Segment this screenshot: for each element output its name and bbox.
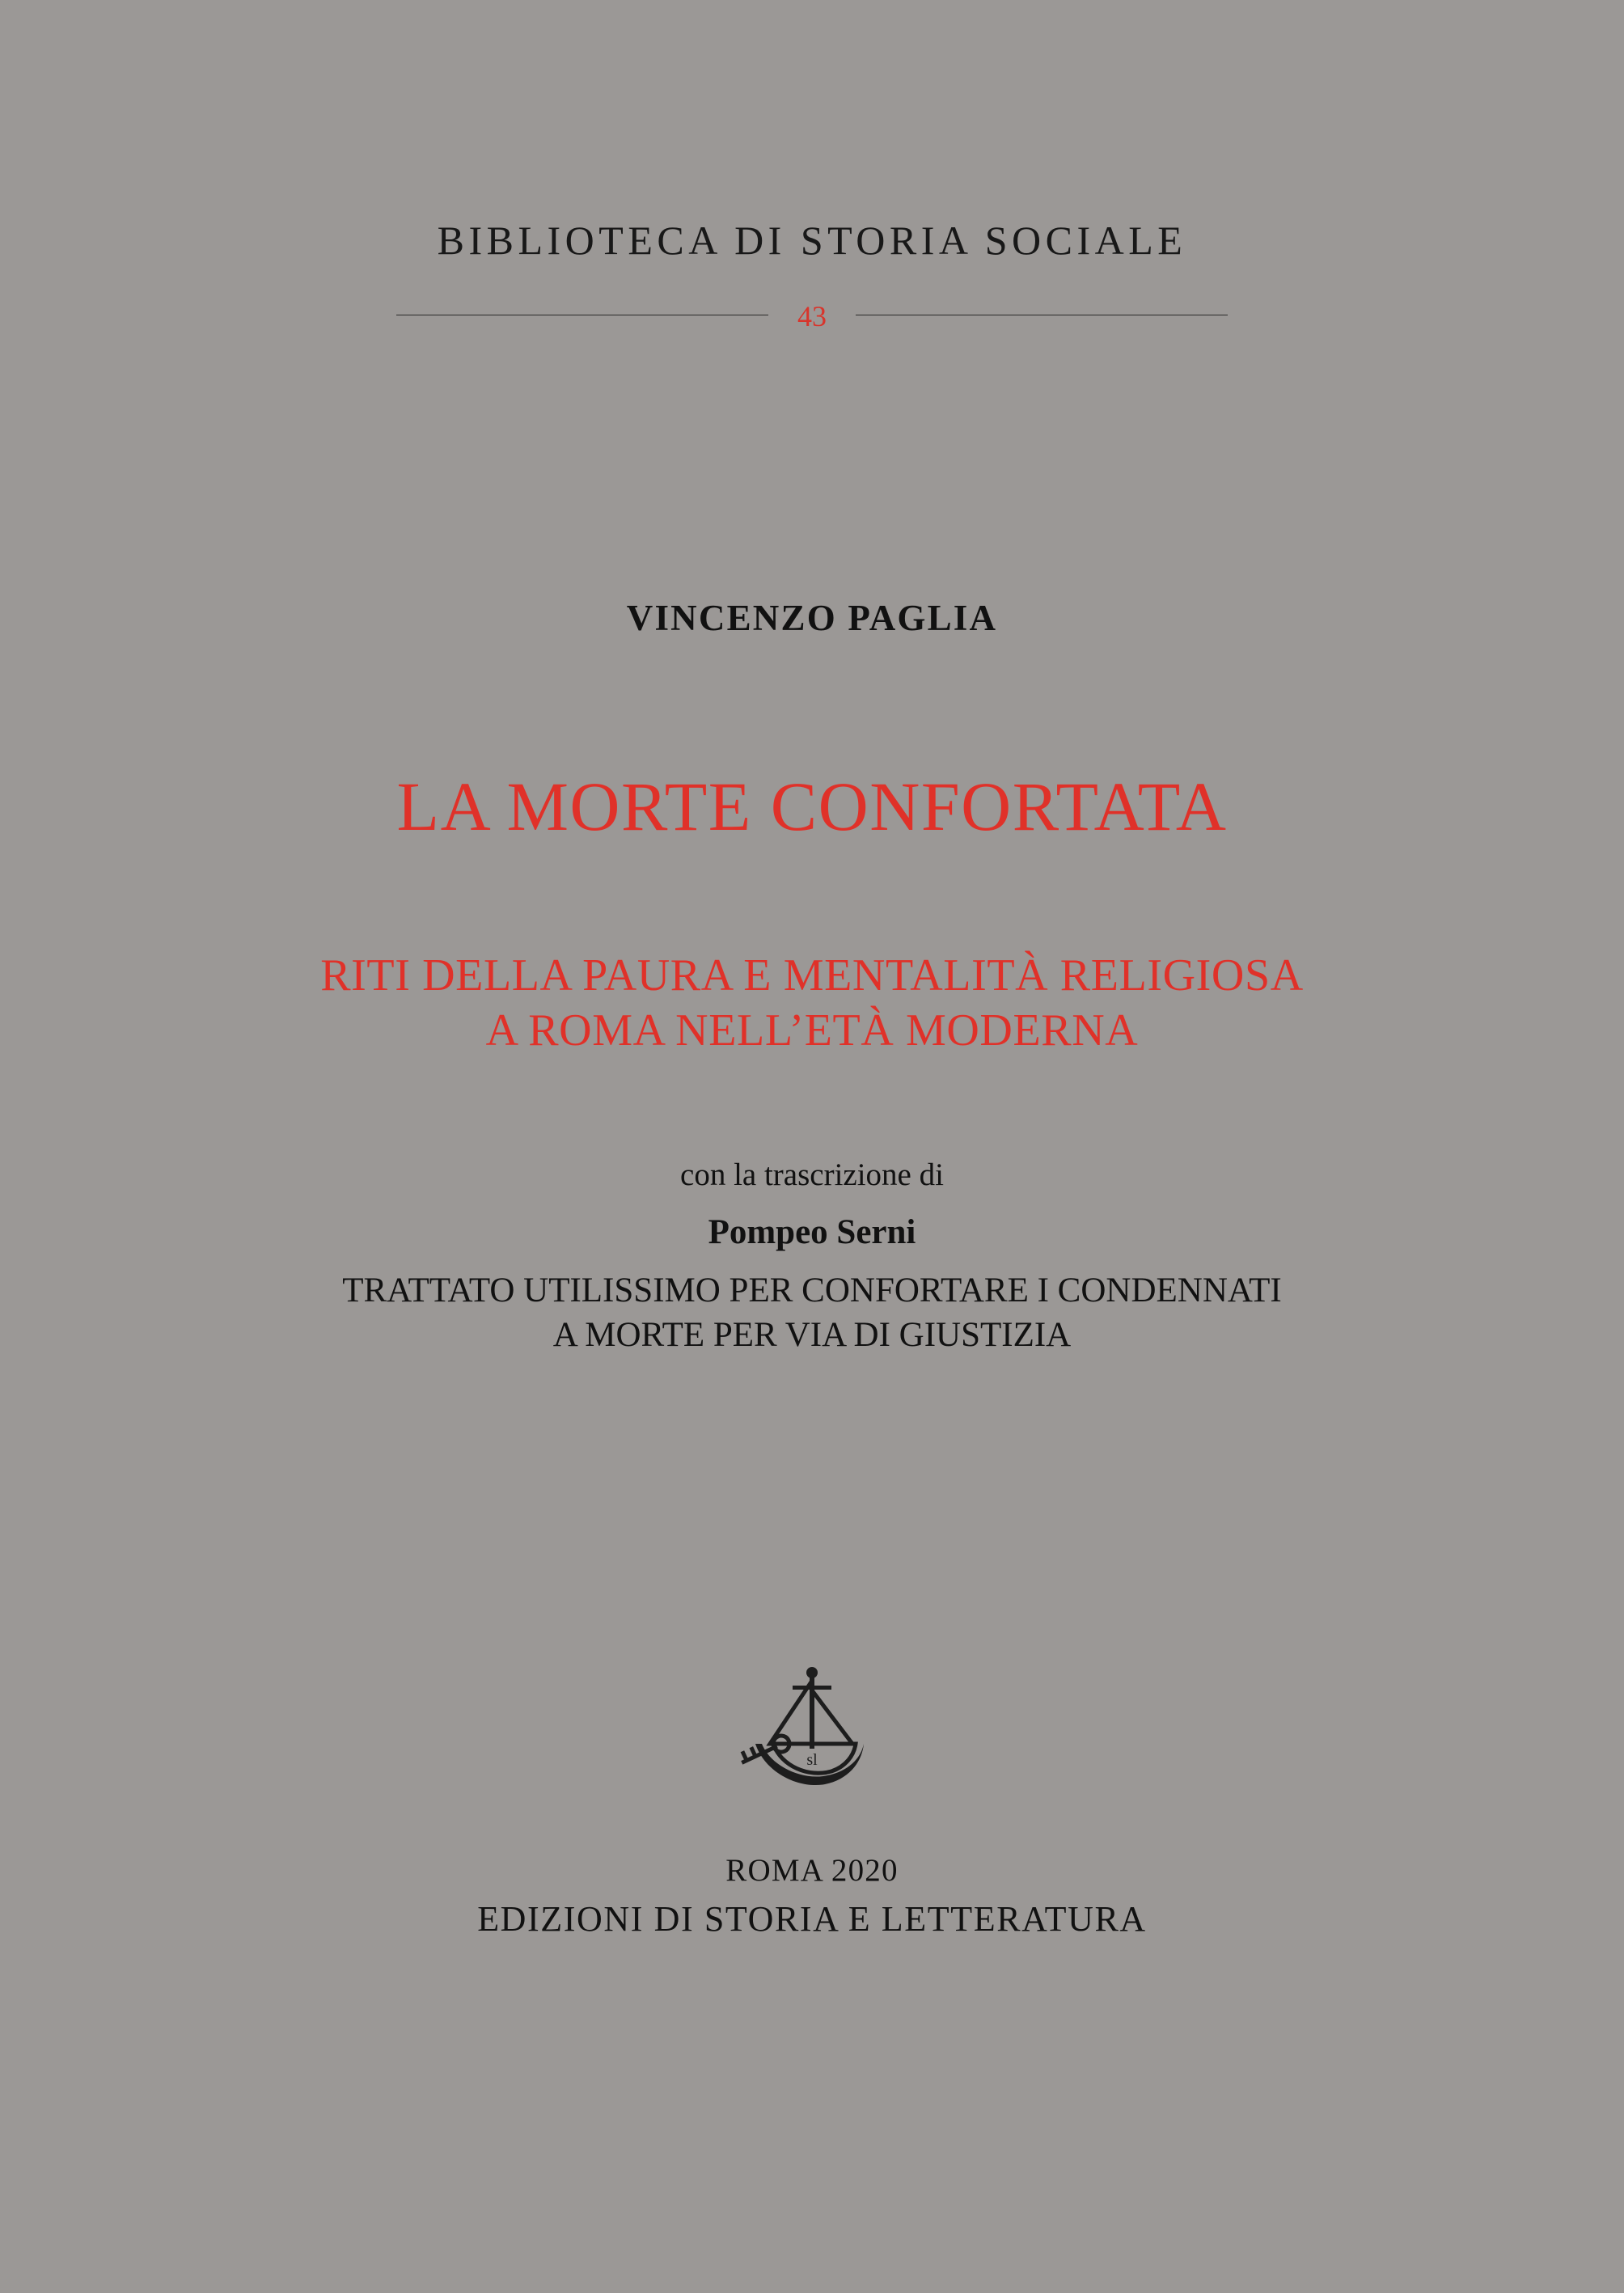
transcription-intro: con la trascrizione di: [680, 1157, 944, 1192]
series-number: 43: [797, 300, 827, 332]
subtitle-line-2: A ROMA NELL’ETÀ MODERNA: [485, 1005, 1139, 1056]
book-subtitle: [0, 948, 1624, 1059]
series-title: BIBLIOTECA DI STORIA SOCIALE: [437, 218, 1187, 263]
subtitle-line-1: RITI DELLA PAURA E MENTALITÀ RELIGIOSA: [320, 950, 1304, 1001]
imprint-publisher: EDIZIONI DI STORIA E LETTERATURA: [477, 1899, 1147, 1939]
imprint-block: [0, 1852, 1624, 1940]
book-title: LA MORTE CONFORTATA: [396, 768, 1228, 845]
author-name: VINCENZO PAGLIA: [626, 598, 998, 638]
transcription-author: Pompeo Serni: [708, 1212, 916, 1251]
series-header: [0, 217, 1624, 333]
transcription-work: [0, 1268, 1624, 1359]
transcription-block: [0, 1154, 1624, 1358]
series-number-row: [0, 296, 1624, 333]
svg-text:sl: sl: [806, 1751, 818, 1769]
transcription-work-line-2: A MORTE PER VIA DI GIUSTIZIA: [552, 1316, 1072, 1355]
imprint-place-year: ROMA 2020: [725, 1853, 899, 1888]
publisher-logo-icon: [731, 1666, 893, 1804]
transcription-work-line-1: TRATTATO UTILISSIMO PER CONFORTARE I CONDENNATI: [342, 1271, 1282, 1309]
